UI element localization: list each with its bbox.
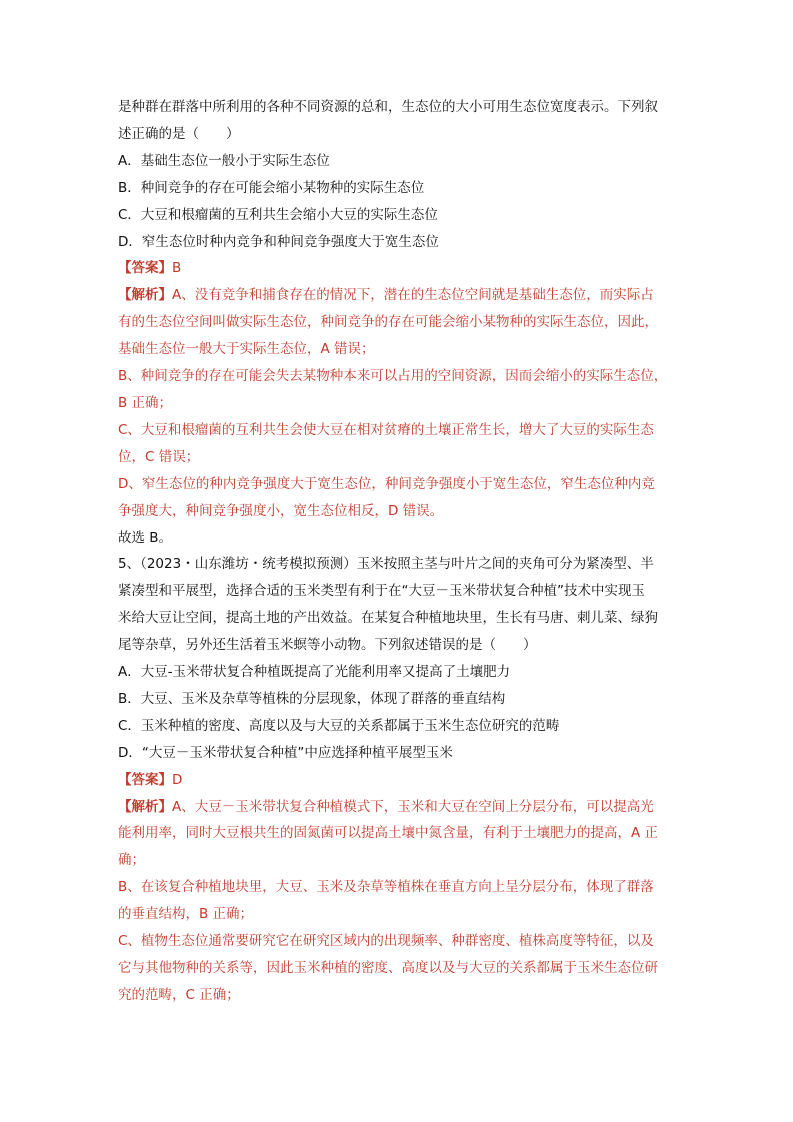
q5-option-b: B．大豆、玉米及杂草等植株的分层现象，体现了群落的垂直结构 — [118, 690, 506, 707]
q4-stem-line-2: 述正确的是（ ） — [118, 125, 240, 142]
q4-option-b: B．种间竞争的存在可能会缩小某物种的实际生态位 — [118, 179, 425, 196]
q4-answer — [118, 255, 688, 282]
q5-analysis-line-7: 它与其他物种的关系等，因此玉米种植的密度、高度以及与大豆的关系都属于玉米生态位研 — [118, 960, 658, 976]
q5-stem-line-2: 紧凑型和平展型，选择合适的玉米类型有利于在“大豆－玉米带状复合种植”技术中实现玉 — [118, 583, 645, 600]
q5-analysis-line-1 — [118, 794, 688, 821]
q4-analysis-line-4: B、种间竞争的存在可能会失去某物种本来可以占用的空间资源，因而会缩小的实际生态位， — [118, 368, 668, 385]
q4-analysis-line-1 — [118, 282, 688, 309]
q5-analysis-line-8: 究的范畴，C 正确； — [118, 986, 240, 1003]
q4-option-c: C．大豆和根瘤菌的互利共生会缩小大豆的实际生态位 — [118, 206, 438, 223]
q4-option-d: D．窄生态位时种内竞争和种间竞争强度大于宽生态位 — [118, 233, 439, 250]
q5-option-d: D．“大豆－玉米带状复合种植”中应选择种植平展型玉米 — [118, 744, 453, 761]
q4-analysis-line-7: 位，C 错误； — [118, 448, 200, 465]
q5-analysis-text-1: A、大豆－玉米带状复合种植模式下，玉米和大豆在空间上分层分布，可以提高光 — [172, 798, 654, 815]
q5-answer — [118, 767, 688, 794]
q5-analysis-line-5: 的垂直结构，B 正确； — [118, 906, 254, 923]
q5-stem-line-1: 5、（2023・山东潍坊・统考模拟预测）玉米按照主茎与叶片之间的夹角可分为紧凑型、半 — [118, 556, 654, 573]
q5-stem-line-3: 米给大豆让空间，提高土地的产出效益。在某复合种植地块里，生长有马唐、刺儿菜、绿狗 — [118, 610, 658, 627]
q5-analysis-line-6: C、植物生态位通常要研究它在研究区域内的出现频率、种群密度、植株高度等特征，以及 — [118, 933, 654, 950]
q5-analysis-label: 【解析】 — [118, 798, 172, 815]
q5-option-c: C．玉米种植的密度、高度以及与大豆的关系都属于玉米生态位研究的范畴 — [118, 717, 560, 734]
q4-analysis-line-3: 基础生态位一般大于实际生态位，A 错误； — [118, 341, 375, 358]
q4-analysis-text-1: A、没有竞争和捕食存在的情况下，潜在的生态位空间就是基础生态位，而实际占 — [172, 287, 654, 304]
q4-answer-value: B — [172, 260, 182, 277]
page-content — [118, 94, 688, 1009]
q4-conclusion: 故选 B。 — [118, 529, 173, 546]
q4-analysis-line-9: 争强度大，种间竞争强度小，宽生态位相反，D 错误。 — [118, 502, 444, 519]
q5-analysis-line-3: 确； — [118, 852, 145, 869]
q4-option-a: A．基础生态位一般小于实际生态位 — [118, 152, 330, 169]
q5-stem-line-4: 尾等杂草，另外还生活着玉米螟等小动物。下列叙述错误的是（ ） — [118, 637, 537, 654]
q4-analysis-line-8: D、窄生态位的种内竞争强度大于宽生态位，种间竞争强度小于宽生态位，窄生态位种内竞 — [118, 475, 655, 492]
q5-analysis-line-2: 能利用率，同时大豆根共生的固氮菌可以提高土壤中氮含量，有利于土壤肥力的提高，A 正 — [118, 825, 659, 842]
q4-analysis-line-6: C、大豆和根瘤菌的互利共生会使大豆在相对贫瘠的土壤正常生长，增大了大豆的实际生态 — [118, 421, 654, 438]
q5-analysis-line-4: B、在该复合种植地块里，大豆、玉米及杂草等植株在垂直方向上呈分层分布，体现了群落 — [118, 879, 654, 896]
q5-option-a: A．大豆-玉米带状复合种植既提高了光能利用率又提高了土壤肥力 — [118, 664, 511, 681]
q4-answer-label: 【答案】 — [118, 260, 172, 277]
q5-answer-value: D — [172, 771, 183, 788]
q4-analysis-label: 【解析】 — [118, 287, 172, 304]
q4-stem-line-1: 是种群在群落中所利用的各种不同资源的总和，生态位的大小可用生态位宽度表示。下列叙 — [118, 99, 658, 115]
q4-analysis-line-5: B 正确； — [118, 394, 173, 411]
q5-answer-label: 【答案】 — [118, 771, 172, 788]
q4-analysis-line-2: 有的生态位空间叫做实际生态位，种间竞争的存在可能会缩小某物种的实际生态位，因此， — [118, 314, 658, 331]
